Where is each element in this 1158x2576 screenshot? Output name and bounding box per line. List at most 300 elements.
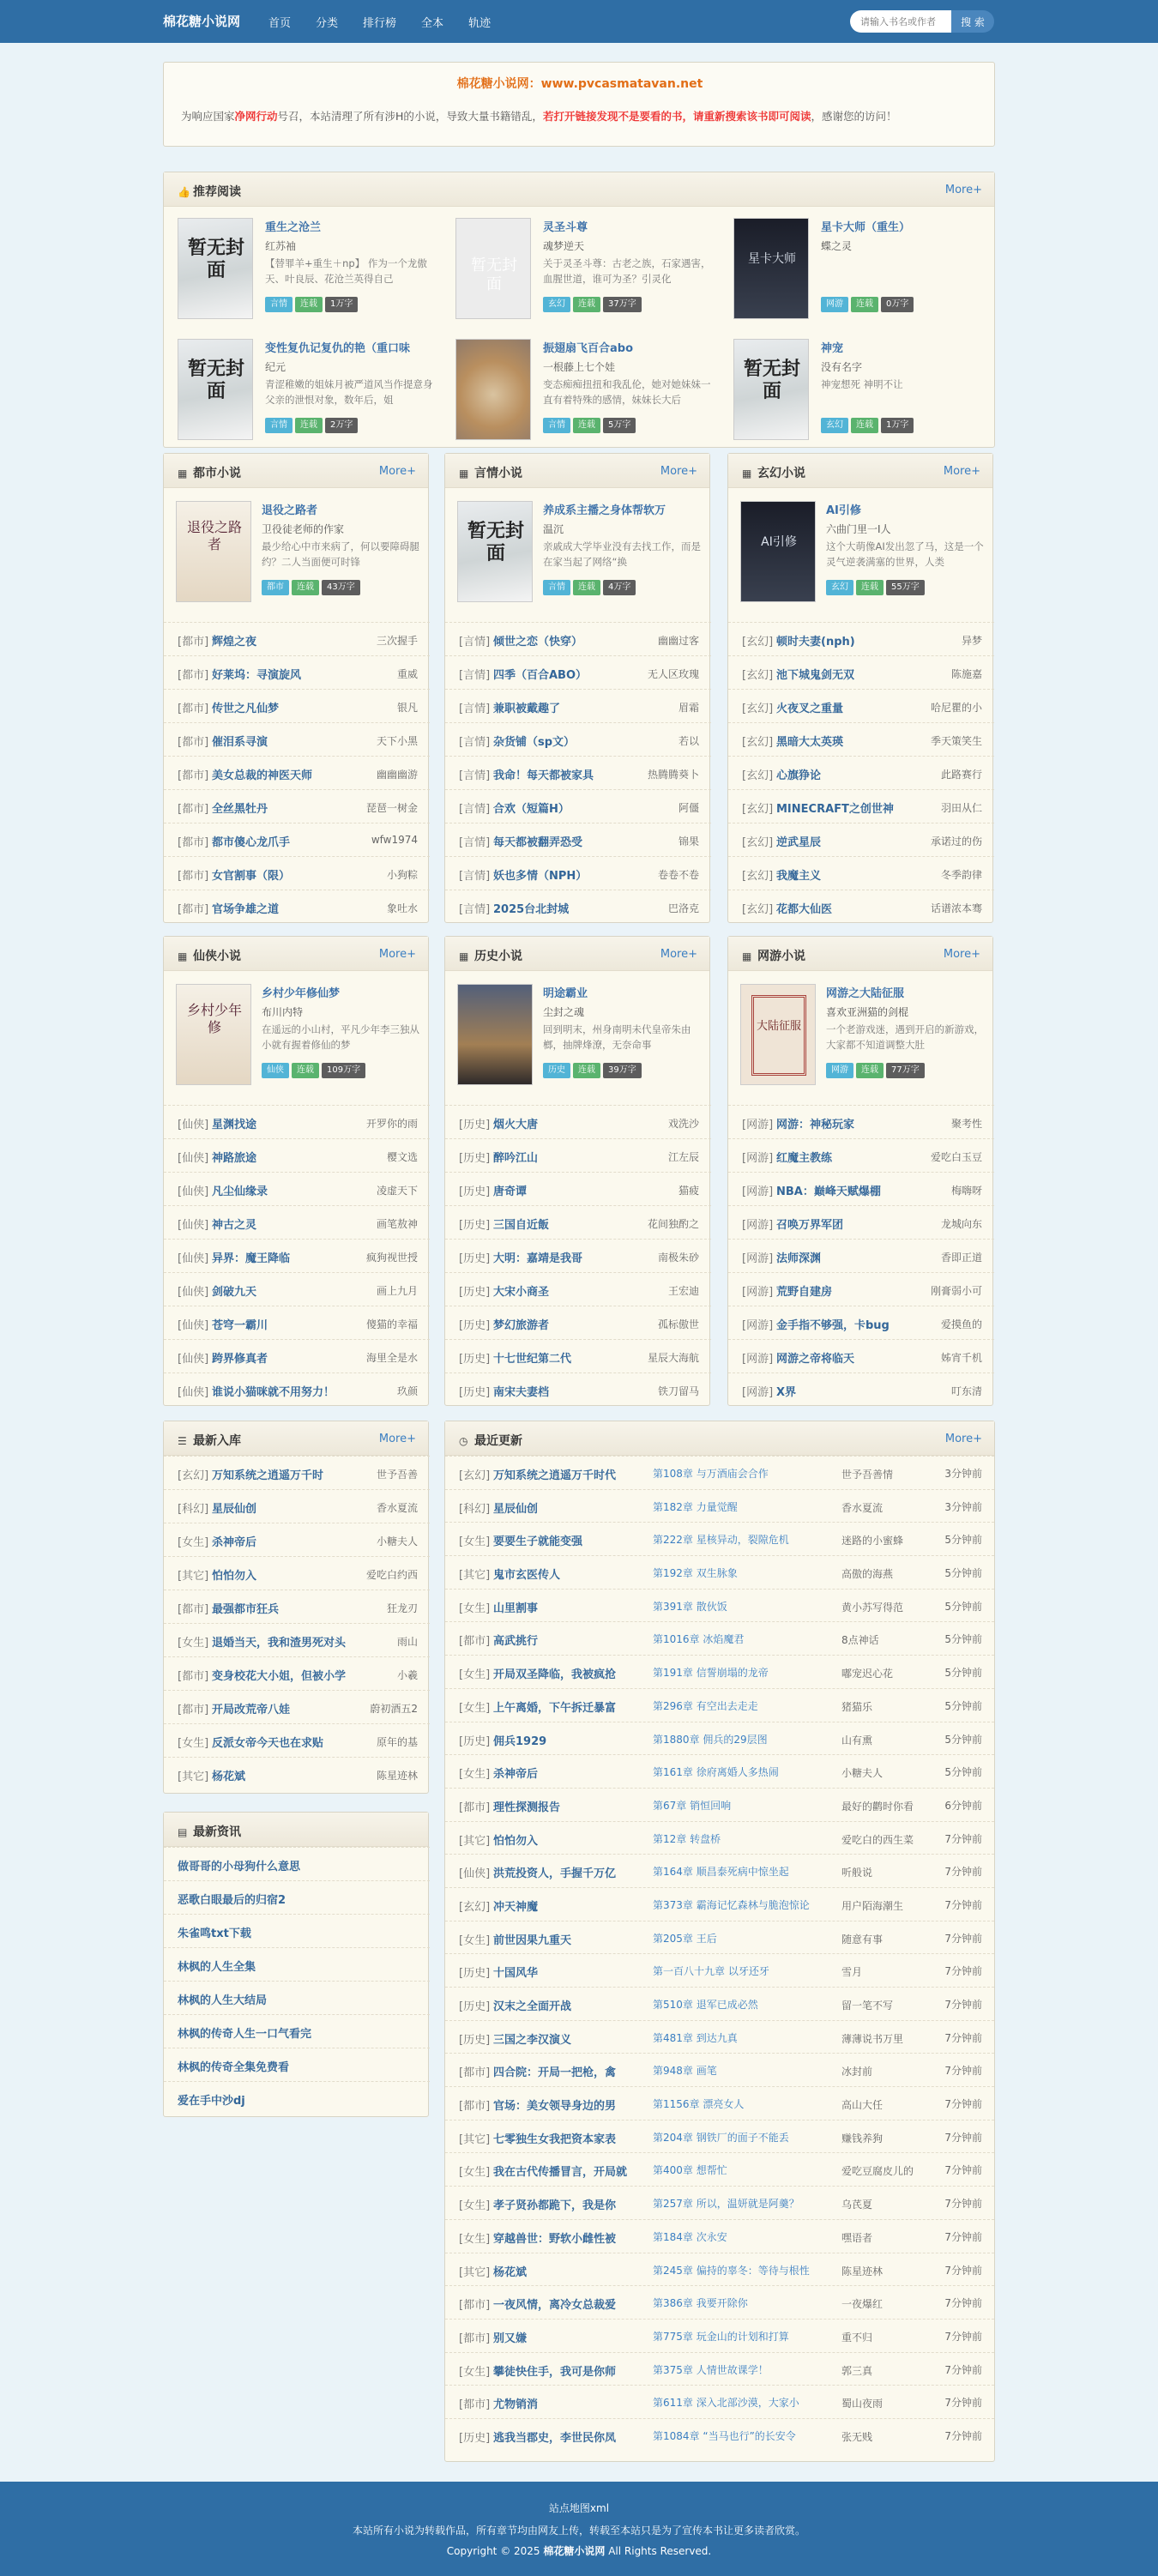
item-chapter[interactable]: 第205章 王后 (653, 1932, 717, 1945)
list-item[interactable] (164, 1690, 430, 1723)
item-title[interactable]: 召唤万界军团 (776, 1219, 844, 1232)
item-chapter[interactable]: 第一百八十九章 以牙还牙 (653, 1965, 769, 1978)
list-item[interactable] (445, 689, 711, 722)
item-title[interactable]: 黑暗大太英瑛 (776, 736, 844, 749)
item-title[interactable]: 最强都市狂兵 (212, 1603, 280, 1616)
list-item[interactable] (164, 756, 430, 789)
item-time: 7分钟前 (944, 2098, 982, 2111)
item-chapter[interactable]: 第386章 我要开除你 (653, 2297, 748, 2310)
item-title[interactable]: 开局改荒帝八娃 (212, 1704, 291, 1716)
item-title[interactable]: 跨界修真者 (212, 1353, 268, 1366)
item-time: 3分钟前 (944, 1468, 982, 1480)
item-title[interactable]: 心旗狰论 (776, 769, 822, 782)
list-item[interactable] (728, 789, 994, 823)
item-chapter[interactable]: 第182章 力量觉醒 (653, 1500, 738, 1513)
list-item[interactable] (728, 1372, 994, 1406)
item-title[interactable]: 美女总裁的神医天师 (212, 769, 313, 782)
update-row[interactable] (445, 1987, 994, 2020)
item-title[interactable]: 三国之李汉演义 (493, 2033, 572, 2047)
list-item[interactable] (728, 1239, 994, 1272)
section-more-link[interactable]: More+ (660, 465, 697, 478)
search-button[interactable]: 搜 索 (951, 10, 994, 33)
update-row[interactable] (445, 1655, 994, 1688)
list-item[interactable] (728, 890, 994, 923)
list-item[interactable] (164, 1723, 430, 1757)
item-title[interactable]: 顿时夫妻(nph) (776, 636, 855, 649)
book-cover[interactable] (740, 984, 816, 1085)
news-item[interactable] (164, 1981, 430, 2014)
item-title[interactable]: 合欢（短篇H） (493, 803, 570, 816)
item-chapter[interactable]: 第222章 星核异动，裂隙危机 (653, 1534, 789, 1547)
update-row[interactable] (445, 2253, 994, 2286)
update-row[interactable] (445, 2020, 994, 2054)
update-row[interactable] (445, 1953, 994, 1987)
news-title[interactable]: 恶歌白眼最后的归宿2 (178, 1894, 286, 1907)
item-author: 雨山 (396, 1636, 418, 1648)
item-title[interactable]: 火夜叉之重量 (776, 703, 844, 715)
list-item[interactable] (728, 1172, 994, 1205)
list-item[interactable] (164, 1456, 430, 1489)
list-item[interactable] (445, 722, 711, 756)
update-row[interactable] (445, 1788, 994, 1821)
list-item[interactable] (728, 756, 994, 789)
grid-icon: ▦ (742, 468, 752, 480)
book-cover[interactable] (178, 218, 253, 319)
book-tag: 言情 (265, 297, 293, 312)
book-cover[interactable] (176, 501, 251, 602)
book-title[interactable]: AI引修 (826, 504, 861, 517)
list-item[interactable] (445, 1372, 711, 1406)
list-item[interactable] (445, 1272, 711, 1306)
news-item[interactable] (164, 1880, 430, 1914)
item-title[interactable]: NBA：巅峰天赋爆棚 (776, 1185, 881, 1198)
book-cover[interactable] (178, 339, 253, 440)
item-chapter[interactable]: 第948章 画笔 (653, 2065, 717, 2078)
update-row[interactable] (445, 1589, 994, 1622)
list-item[interactable] (728, 722, 994, 756)
item-title[interactable]: 洪荒投资人，手握千万亿 (493, 1867, 617, 1881)
item-title[interactable]: 杀神帝后 (493, 1768, 539, 1782)
list-item[interactable] (164, 789, 430, 823)
book-cover[interactable] (740, 501, 816, 602)
item-title[interactable]: 荒野自建房 (776, 1286, 833, 1299)
item-chapter[interactable]: 第161章 徐府离婚人多热闹 (653, 1766, 779, 1779)
item-title[interactable]: 官场：美女领导身边的男 (493, 2100, 617, 2114)
item-title[interactable]: 都市傻心龙爪手 (212, 836, 291, 849)
list-item[interactable] (164, 1306, 430, 1339)
item-title[interactable]: 神古之灵 (212, 1219, 257, 1232)
list-item[interactable] (164, 1105, 430, 1138)
item-title[interactable]: 兼职被戴趣了 (493, 703, 561, 715)
nav-item-3[interactable]: 全本 (421, 17, 444, 30)
list-item[interactable] (445, 890, 711, 923)
item-title[interactable]: MINECRAFT之创世神 (776, 803, 894, 816)
news-item[interactable] (164, 1847, 430, 1880)
list-item[interactable] (164, 622, 430, 655)
item-title[interactable]: 万知系统之逍遥万千时代 (493, 1469, 617, 1482)
update-row[interactable] (445, 1489, 994, 1523)
update-row[interactable] (445, 1722, 994, 1755)
update-row[interactable] (445, 1887, 994, 1921)
section-more-link[interactable]: More+ (660, 948, 697, 961)
item-title[interactable]: 逃我当郡史，李世民你凤 (493, 2431, 617, 2445)
list-item[interactable] (164, 1272, 430, 1306)
list-item[interactable] (728, 1339, 994, 1372)
item-title[interactable]: 我在古代传播冒言，开局就 (493, 2166, 628, 2180)
update-row[interactable] (445, 2120, 994, 2153)
news-item[interactable] (164, 1947, 430, 1981)
item-title[interactable]: 花都大仙医 (776, 903, 833, 916)
update-row[interactable] (445, 2053, 994, 2086)
nav-item-0[interactable]: 首页 (268, 17, 292, 30)
book-title[interactable]: 灵圣斗尊 (543, 221, 588, 234)
book-title[interactable]: 星卡大师（重生） (821, 221, 911, 234)
item-title[interactable]: 七零独生女我把资本家表 (493, 2133, 617, 2146)
item-chapter[interactable]: 第481章 到达九真 (653, 2031, 738, 2044)
item-title[interactable]: 变身校花大小姐，但被小学 (212, 1670, 347, 1683)
list-item[interactable] (728, 823, 994, 856)
list-item[interactable] (445, 1339, 711, 1372)
item-title[interactable]: 怕怕勿入 (212, 1570, 257, 1583)
item-title[interactable]: 冲天神魔 (493, 1900, 539, 1914)
update-row[interactable] (445, 1854, 994, 1887)
list-item[interactable] (164, 1757, 430, 1790)
item-title[interactable]: 红魔主教练 (776, 1152, 833, 1165)
item-title[interactable]: 梦幻旅游者 (493, 1319, 550, 1332)
item-title[interactable]: 官场争雄之道 (212, 903, 280, 916)
recommend-more-link[interactable]: More+ (944, 184, 982, 196)
book-cover[interactable] (457, 501, 533, 602)
item-author: 蔚初酒五2 (370, 1703, 418, 1715)
list-item[interactable] (164, 1239, 430, 1272)
item-author: 此路赛行 (940, 769, 982, 781)
update-row[interactable] (445, 1688, 994, 1722)
item-title[interactable]: 大宋小商圣 (493, 1286, 550, 1299)
update-row[interactable] (445, 1456, 994, 1489)
item-title[interactable]: 倾世之恋（快穿） (493, 636, 583, 649)
list-item[interactable] (164, 722, 430, 756)
item-chapter[interactable]: 第775章 玩金山的计划和打算 (653, 2330, 789, 2343)
item-chapter[interactable]: 第400章 想帮忙 (653, 2164, 727, 2177)
item-title[interactable]: 妖也多情（NPH） (493, 870, 588, 883)
item-title[interactable]: 理性探测报告 (493, 1801, 561, 1814)
item-chapter[interactable]: 第510章 退军已成必然 (653, 1999, 758, 2011)
item-title[interactable]: 烟火大唐 (493, 1119, 539, 1131)
item-chapter[interactable]: 第164章 顺昌泰死病中惊坐起 (653, 1866, 789, 1879)
list-item[interactable] (728, 1138, 994, 1172)
item-title[interactable]: 万知系统之逍遥万千时 (212, 1469, 324, 1482)
list-item[interactable] (445, 1138, 711, 1172)
list-item[interactable] (445, 823, 711, 856)
item-author: 陈星迹林 (841, 2265, 884, 2277)
item-category: [玄幻] (459, 1900, 491, 1914)
section-title-text: 都市小说 (193, 467, 241, 480)
book-title[interactable]: 网游之大陆征服 (826, 987, 905, 1000)
list-item[interactable] (164, 1205, 430, 1239)
item-chapter[interactable]: 第296章 有空出去走走 (653, 1699, 758, 1712)
update-row[interactable] (445, 1821, 994, 1855)
item-title[interactable]: 每天都被翻弄恐受 (493, 836, 583, 849)
notice-highlight: 净网行动 (234, 110, 278, 123)
list-item[interactable] (164, 655, 430, 689)
item-title[interactable]: 退婚当天，我和渣男死对头 (212, 1637, 347, 1650)
sitemap-link[interactable]: 站点地图xml (548, 2502, 610, 2514)
list-item[interactable] (445, 1105, 711, 1138)
item-chapter[interactable]: 第67章 销恒回响 (653, 1799, 732, 1812)
list-item[interactable] (164, 1372, 430, 1406)
item-title[interactable]: 一夜风情，离冷女总裁爱 (493, 2299, 617, 2313)
list-item[interactable] (445, 756, 711, 789)
book-title[interactable]: 明途霸业 (543, 987, 588, 1000)
list-item[interactable] (728, 856, 994, 890)
item-title[interactable]: 法师深渊 (776, 1252, 822, 1265)
item-title[interactable]: 女官割事（限） (212, 870, 291, 883)
item-title[interactable]: 全丝黑牡丹 (212, 803, 268, 816)
item-title[interactable]: 杀神帝后 (212, 1536, 257, 1549)
list-item[interactable] (164, 1623, 430, 1656)
list-item[interactable] (445, 1239, 711, 1272)
book-title[interactable]: 养成系主播之身体帮软万 (543, 504, 666, 517)
book-title[interactable]: 重生之沧兰 (265, 221, 322, 234)
item-chapter[interactable]: 第191章 信誓崩塌的龙帝 (653, 1667, 769, 1680)
notice-box (163, 62, 995, 147)
item-title[interactable]: 要要生子就能变强 (493, 1535, 583, 1549)
item-title[interactable]: 尤物销消 (493, 2398, 539, 2412)
item-category: [都市] (459, 2299, 491, 2313)
item-title[interactable]: 传世之凡仙梦 (212, 703, 280, 715)
item-chapter[interactable]: 第611章 深入北部沙漠，大家小 (653, 2397, 799, 2410)
book-cover[interactable] (455, 218, 531, 319)
item-title[interactable]: 山里割事 (493, 1602, 539, 1615)
site-logo[interactable]: 棉花糖小说网 (163, 14, 241, 29)
item-title[interactable]: 穿越兽世：野软小雌性被 (493, 2232, 617, 2246)
nav-item-2[interactable]: 排行榜 (363, 17, 397, 30)
list-item[interactable] (164, 1172, 430, 1205)
item-title[interactable]: 好莱坞：寻演旋风 (212, 669, 302, 682)
item-category: [历史] (459, 1734, 491, 1748)
section-more-link[interactable]: More+ (378, 948, 416, 961)
item-title[interactable]: 孝子贤孙都跪下，我是你 (493, 2199, 617, 2213)
item-title[interactable]: 剑破九天 (212, 1286, 257, 1299)
update-row[interactable] (445, 2385, 994, 2418)
list-item[interactable] (728, 622, 994, 655)
item-chapter[interactable]: 第1156章 漂亮女人 (653, 2098, 745, 2111)
item-time: 7分钟前 (944, 1866, 982, 1879)
update-row[interactable] (445, 1522, 994, 1555)
item-category: [网游] (742, 1319, 774, 1332)
item-author: 玖颜 (396, 1385, 418, 1397)
list-item[interactable] (164, 856, 430, 890)
item-title[interactable]: 我魔主义 (776, 870, 822, 883)
item-title[interactable]: 高武挑行 (493, 1635, 539, 1649)
item-author: 疯狗视世授 (365, 1252, 418, 1264)
news-title[interactable]: 爱在手中沙dj (178, 2095, 245, 2108)
list-item[interactable] (164, 1523, 430, 1556)
item-title[interactable]: 杨花斌 (493, 2265, 528, 2279)
item-title[interactable]: 星渊找途 (212, 1119, 257, 1131)
item-title[interactable]: 杂货铺（sp文） (493, 736, 576, 749)
item-chapter[interactable]: 第204章 钢铁厂的面子不能丢 (653, 2131, 789, 2144)
list-item[interactable] (728, 1105, 994, 1138)
item-chapter[interactable]: 第245章 偏持的辜冬：等待与根性 (653, 2264, 810, 2277)
item-title[interactable]: 反派女帝今天也在求贴 (212, 1737, 324, 1750)
book-cover[interactable] (176, 984, 251, 1085)
book-title[interactable]: 退役之路者 (262, 504, 318, 517)
item-title[interactable]: 大明：嘉靖是我哥 (493, 1252, 583, 1265)
item-chapter[interactable]: 第257章 所以，温妍就是阿羹？ (653, 2198, 799, 2211)
section-more-link[interactable]: More+ (943, 948, 980, 961)
news-title[interactable]: 做哥哥的小母狗什么意思 (178, 1861, 301, 1873)
item-title[interactable]: 四季（百合ABO） (493, 669, 588, 682)
list-item[interactable] (728, 1205, 994, 1239)
item-chapter[interactable]: 第373章 霸海记忆森林与脆泡惊论 (653, 1898, 810, 1911)
book-cover[interactable] (733, 218, 809, 319)
update-row[interactable] (445, 2285, 994, 2319)
list-item[interactable] (164, 823, 430, 856)
item-title[interactable]: 谁说小猫咪就不用努力！ (212, 1386, 335, 1399)
nav-item-4[interactable]: 轨迹 (468, 17, 492, 30)
item-title[interactable]: 四合院：开局一把枪，禽 (493, 2066, 617, 2080)
item-title[interactable]: 异界：魔王降临 (212, 1252, 291, 1265)
item-title[interactable]: 辉煌之夜 (212, 636, 257, 649)
update-row[interactable] (445, 2418, 994, 2452)
item-title[interactable]: 别又嫌 (493, 2332, 528, 2345)
item-title[interactable]: 神路旅途 (212, 1152, 257, 1165)
book-title[interactable]: 振翅扇飞百合abo (543, 342, 634, 355)
item-title[interactable]: 催泪系寻演 (212, 736, 268, 749)
update-row[interactable] (445, 2086, 994, 2120)
book-title[interactable]: 变性复仇记复仇的艳（重口味 (265, 342, 411, 355)
news-item[interactable] (164, 1914, 430, 1947)
item-title[interactable]: X界 (776, 1386, 797, 1399)
item-title[interactable]: 星辰仙创 (493, 1502, 539, 1516)
update-row[interactable] (445, 1921, 994, 1954)
nav-item-1[interactable]: 分类 (316, 17, 339, 30)
news-title[interactable]: 林枫的传奇全集免费看 (178, 2061, 290, 2074)
list-item[interactable] (164, 890, 430, 923)
update-row[interactable] (445, 1754, 994, 1788)
section-featured-book (457, 501, 706, 612)
list-item[interactable] (164, 1556, 430, 1590)
update-row[interactable] (445, 2219, 994, 2253)
item-title[interactable]: 我命！每天都被家具 (493, 769, 594, 782)
item-title[interactable]: 苍穹一霸川 (212, 1319, 268, 1332)
item-title[interactable]: 金手指不够强，卡bug (776, 1319, 890, 1332)
list-item[interactable] (164, 1656, 430, 1690)
update-row[interactable] (445, 2319, 994, 2352)
news-title[interactable]: 林枫的人生大结局 (178, 1994, 268, 2007)
item-chapter[interactable]: 第1016章 冰焰魔君 (653, 1633, 745, 1646)
item-title[interactable]: 南宋夫妻档 (493, 1386, 550, 1399)
item-chapter[interactable]: 第375章 人情世故课学！ (653, 2363, 769, 2376)
item-title[interactable]: 网游之帝将临天 (776, 1353, 855, 1366)
list-item[interactable] (164, 1590, 430, 1623)
list-item[interactable] (445, 1172, 711, 1205)
list-item[interactable] (445, 856, 711, 890)
item-title[interactable]: 攀徒快住手，我可是你师 (493, 2365, 617, 2379)
item-title[interactable]: 鬼市玄医传人 (493, 1569, 561, 1583)
item-title[interactable]: 开局双圣降临，我被疯抢 (493, 1668, 617, 1682)
item-category: [网游] (742, 1252, 774, 1265)
item-title[interactable]: 上午离婚，下午拆迁暴富 (493, 1701, 617, 1715)
item-category: [言情] (459, 836, 491, 849)
item-chapter[interactable]: 第192章 双生脉象 (653, 1567, 738, 1580)
search-input[interactable] (850, 10, 951, 33)
item-title[interactable]: 杨花斌 (212, 1771, 246, 1783)
list-item[interactable] (164, 689, 430, 722)
item-title[interactable]: 凡尘仙缘录 (212, 1185, 268, 1198)
book-title[interactable]: 神宠 (821, 342, 844, 355)
news-title[interactable]: 朱雀鸣txt下载 (178, 1927, 251, 1940)
news-item[interactable] (164, 2014, 430, 2048)
updates-more-link[interactable]: More+ (944, 1433, 982, 1445)
item-chapter[interactable]: 第108章 与万酒庙会合作 (653, 1468, 769, 1480)
list-item[interactable] (728, 1272, 994, 1306)
item-title[interactable]: 十国风华 (493, 1967, 539, 1981)
list-item[interactable] (445, 1306, 711, 1339)
latest-add-more-link[interactable]: More+ (378, 1433, 416, 1445)
item-title[interactable]: 池下城鬼剑无双 (776, 669, 855, 682)
news-title[interactable]: 林枫的人生全集 (178, 1961, 256, 1974)
section-more-link[interactable]: More+ (378, 465, 416, 478)
notice-title: 棉花糖小说网：www.pvcasmatavan.net (456, 77, 703, 91)
book-title[interactable]: 乡村少年修仙梦 (262, 987, 341, 1000)
item-title[interactable]: 汉末之全面开战 (493, 2000, 572, 2013)
update-row[interactable] (445, 2152, 994, 2186)
list-item[interactable] (445, 655, 711, 689)
list-item[interactable] (728, 689, 994, 722)
item-title[interactable]: 三国自近飯 (493, 1219, 550, 1232)
item-title[interactable]: 醉吟江山 (493, 1152, 539, 1165)
item-title[interactable]: 佣兵1929 (493, 1734, 547, 1748)
list-item[interactable] (164, 1138, 430, 1172)
news-item[interactable] (164, 2081, 430, 2114)
book-cover[interactable] (457, 984, 533, 1085)
list-item[interactable] (164, 1339, 430, 1372)
update-row[interactable] (445, 2186, 994, 2219)
list-item[interactable] (445, 1205, 711, 1239)
book-cover[interactable] (455, 339, 531, 440)
item-chapter[interactable]: 第12章 转盘桥 (653, 1832, 721, 1845)
item-title[interactable]: 星辰仙创 (212, 1503, 257, 1516)
list-item[interactable] (445, 789, 711, 823)
update-row[interactable] (445, 1555, 994, 1589)
item-title[interactable]: 网游：神秘玩家 (776, 1119, 855, 1131)
update-row[interactable] (445, 2352, 994, 2386)
copyright-site[interactable]: 棉花糖小说网 (543, 2545, 606, 2557)
list-item[interactable] (728, 655, 994, 689)
item-title[interactable]: 十七世纪第二代 (493, 1353, 572, 1366)
item-chapter[interactable]: 第184章 次永安 (653, 2230, 727, 2243)
item-title[interactable]: 2025台北封城 (493, 903, 570, 916)
item-chapter[interactable]: 第391章 散伙饭 (653, 1600, 727, 1613)
book-cover[interactable] (733, 339, 809, 440)
update-row[interactable] (445, 1621, 994, 1655)
list-item[interactable] (445, 622, 711, 655)
item-title[interactable]: 前世因果九重天 (493, 1934, 572, 1947)
item-chapter[interactable]: 第1084章 “当马也行”的长安令 (653, 2429, 796, 2442)
item-title[interactable]: 逆武星辰 (776, 836, 822, 849)
item-chapter[interactable]: 第1880章 佣兵的29层图 (653, 1733, 768, 1746)
item-title[interactable]: 怕怕勿入 (493, 1834, 539, 1848)
list-item[interactable] (164, 1489, 430, 1523)
item-title[interactable]: 唐奇谭 (493, 1185, 528, 1198)
section-more-link[interactable]: More+ (943, 465, 980, 478)
list-item[interactable] (728, 1306, 994, 1339)
news-title[interactable]: 林枫的传奇人生一口气看完 (178, 2028, 312, 2041)
item-time: 7分钟前 (944, 1999, 982, 2011)
news-item[interactable] (164, 2048, 430, 2081)
